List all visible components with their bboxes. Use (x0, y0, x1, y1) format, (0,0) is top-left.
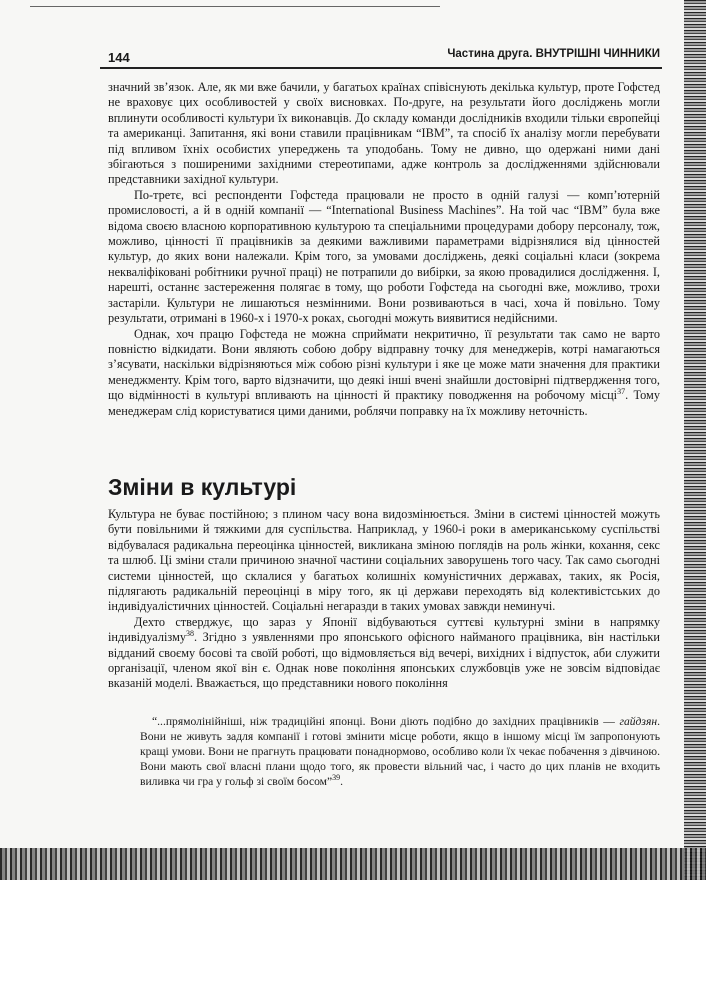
blank-margin (0, 880, 706, 999)
paragraph-3-end: . Тому менеджерам слід користуватися цими даними, роблячи поправку на їх можливу неточність. (108, 388, 660, 418)
block-quote (140, 714, 660, 789)
book-binding-edge (684, 0, 706, 880)
quote-text (140, 714, 660, 789)
section-paragraph-2-end: . Згідно з уявленнями про японського офісного найманого працівника, він настільки відданий своєму босові та своїй роботі, що відмовляється від вечері, вихідних і відпусток, аби служити організації, членом якої він є. Однак нове покоління японських службовців уже не зовсім відповідає вказаній моделі. Вважається, що представники нового покоління (108, 630, 660, 691)
quote-italic-term: гайдзян (619, 715, 658, 728)
paragraph-1: значний зв’язок. Але, як ми вже бачили, у багатьох країнах співіснують декілька культур, проте Гофстед не враховує цих особливостей у своїх висновках. По-друге, на результати його досліджень могли вплинути особливості культури їх виконавців. До складу команди дослідників входили тільки європейці та американці. Запитання, які вони ставили працівникам “IBM”, та спосіб їх аналізу могли перебувати під впливом їхніх особистих упереджень та уподобань. Тому не дивно, що одержані ними дані збігаються з поширеними західними стереотипами, адже контроль за дослідженнями здійснювали представники західної культури. (108, 80, 660, 187)
paragraph-3-text: Однак, хоч працю Гофстеда не можна сприймати некритично, її результати так само не варто повністю відкидати. Вони являють собою добру відправну точку для менеджерів, котрі намагаються з’ясувати, наскільки відрізняються між собою різні культури і яке це може мати значення для практики менеджменту. Крім того, варто відзначити, що деякі інші вчені знайшли достовірні підтвердження того, що відмінності в культурі впливають на цінності й практику поводження на робочому місці (108, 326, 660, 403)
top-scan-edge (30, 6, 440, 7)
quote-end: . (340, 775, 344, 788)
paragraph-2: По-третє, всі респонденти Гофстеда працювали не просто в одній галузі — комп’ютерній промисловості, а й в одній компанії — “International Business Machines”. На той час “IBM” була вже відома своєю власною корпоративною культурою та спеціальними процедурами добору персоналу, тож, можливо, цінності її працівників за деякими важливими параметрами відрізнялися від цінностей культур, до яких вони належали. Крім того, за умовами досліджень, деякі соціальні класи (зокрема некваліфіковані робітники ручної праці) не потрапили до вибірки, за якою провадилися дослідження. І, нарешті, останнє застереження полягає в тому, що роботи Гофстеда на сьогодні вже, можливо, трохи застаріли. Культури не лишаються незмінними. Вони розвиваються в часі, хоча й повільно. Тому результати, отримані в 1960-х і 1970-х роках, сьогодні можуть виявитися недійсними. (108, 187, 660, 326)
section-heading: Зміни в культурі (108, 474, 297, 500)
page-header (100, 48, 660, 64)
running-head: Частина друга. ВНУТРІШНІ ЧИННИКИ (447, 48, 660, 60)
body-text (108, 80, 660, 419)
quote-start: “...прямолінійніші, ніж традиційні японці. Вони діють подібно до західних працівників — (152, 715, 620, 728)
section-paragraph-2-text: Дехто стверджує, що зараз у Японії відбуваються суттєві культурні зміни в напрямку індивідуалізму (108, 614, 660, 645)
header-rule (100, 67, 662, 69)
footnote-ref-39: 39 (332, 773, 341, 783)
footnote-ref-38: 38 (186, 629, 195, 639)
paragraph-3 (108, 327, 660, 419)
footnote-ref-37: 37 (617, 387, 626, 397)
section-text (108, 507, 660, 692)
page-number: 144 (108, 50, 130, 65)
section-paragraph-2 (108, 615, 660, 692)
bottom-scan-shadow (0, 848, 706, 880)
section-paragraph-1: Культура не буває постійною; з плином часу вона видозмінюється. Зміни в системі цінностей можуть бути повільними й тяжкими для суспільства. Наприклад, у 1960-і роки в американському суспільстві відбувалася радикальна переоцінка цінностей, викликана зміною поглядів на роль жінки, кохання, секс та шлюб. Ці зміни стали причиною значної частини соціальних заворушень того часу. Так само сьогодні системи цінностей, що склалися у багатьох колишніх комуністичних державах, таких, як Росія, підлягають радикальній переоцінці в міру того, як ці держави переходять від колективістських до індивідуалістичних цінностей. Соціальні негаразди в таких умовах завжди неминучі. (108, 507, 660, 614)
quote-rest: . Вони не живуть задля компанії і готові змінити місце роботи, якщо в іншому місці їм запропонують кращі умови. Вони не прагнуть працювати понаднормово, особливо коли їх чекає побачення з дівчиною. Вони мають свої власні плани щодо того, як провести вільний час, і часто до цих планів не входить виливка чи гра у гольф зі своїм босом” (140, 715, 660, 788)
